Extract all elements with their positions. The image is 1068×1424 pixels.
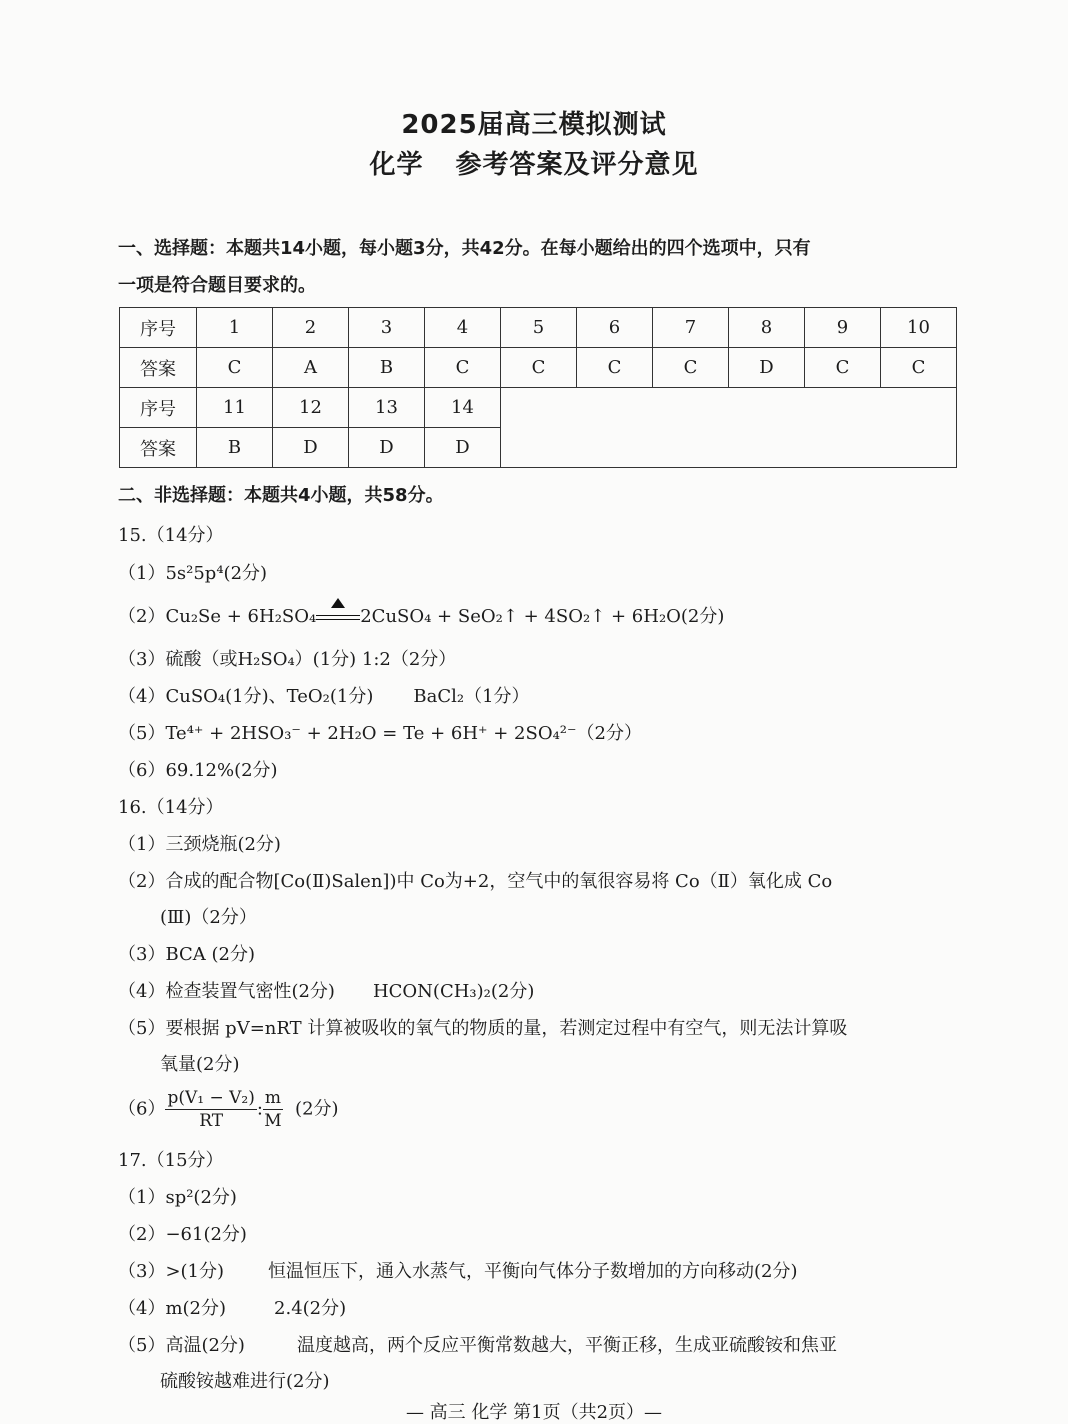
q15-part4-b: BaCl₂（1分） [413,686,530,707]
q16-part4-a: （4）检查装置气密性(2分) [118,981,335,1002]
table-cell: D [349,428,425,468]
q15-part4-a: （4）CuSO₄(1分)、TeO₂(1分) [118,686,374,707]
table-cell: C [577,348,653,388]
table-cell: C [653,348,729,388]
table-cell: D [425,428,501,468]
q17-part3-a: （3）>(1分) [118,1261,225,1282]
section1-intro-line1: 一、选择题：本题共14小题，每小题3分，共42分。在每小题给出的四个选项中，只有 [118,238,811,259]
table-cell: C [805,348,881,388]
heat-condition-icon [316,608,360,626]
section1-intro [118,230,968,304]
table-cell: 11 [197,388,273,428]
table-row-numbers-b [120,388,957,428]
q17-part1: （1）sp²(2分) [118,1187,237,1208]
q16-part6-label: （6） [118,1098,166,1120]
q17-part4-b: 2.4(2分) [274,1298,347,1319]
fraction-1 [165,1088,256,1131]
q16-heading: 16.（14分） [118,797,224,818]
ratio-colon: : [256,1098,263,1120]
fraction-1-denominator: RT [199,1111,224,1131]
q15-part4 [118,682,530,708]
q15-part3: （3）硫酸（或H₂SO₄）(1分) 1:2（2分） [118,649,457,670]
table-cell: C [197,348,273,388]
q15-part1: （1）5s²5p⁴(2分) [118,563,268,584]
table-cell: 10 [881,308,957,348]
equation-lhs: Cu₂Se + 6H₂SO₄ [165,606,317,627]
table-cell: 4 [425,308,501,348]
equation-rhs: 2CuSO₄ + SeO₂↑ + 4SO₂↑ + 6H₂O(2分) [360,606,725,627]
page-title: 2025届高三模拟测试 [401,110,667,140]
q16-part4 [118,977,534,1003]
q16-part3: （3）BCA (2分) [118,944,256,965]
q16-part4-b: HCON(CH₃)₂(2分) [372,981,535,1002]
table-cell: 13 [349,388,425,428]
table-cell: 2 [273,308,349,348]
q17-part3 [118,1257,798,1283]
subtitle-text: 参考答案及评分意见 [455,150,699,180]
q17-part5 [118,1331,837,1357]
table-cell: 14 [425,388,501,428]
q15-part2 [118,602,724,628]
fraction-2-denominator: M [264,1111,282,1131]
q17-part4-a: （4）m(2分) [118,1298,227,1319]
q15-part2-label: （2） [118,606,166,627]
fraction-2-numerator: m [264,1088,282,1108]
q15-part5: （5）Te⁴⁺ + 2HSO₃⁻ + 2H₂O = Te + 6H⁺ + 2SO₄²⁻（2分） [118,723,642,744]
section2-intro: 二、非选择题：本题共4小题，共58分。 [118,485,444,506]
table-cell: 12 [273,388,349,428]
table-cell: A [273,348,349,388]
row-label: 序号 [120,308,197,348]
table-cell: 9 [805,308,881,348]
q17-part5-line2: 硫酸铵越难进行(2分) [160,1371,330,1392]
q16-part1: （1）三颈烧瓶(2分) [118,834,281,855]
table-cell: B [349,348,425,388]
table-cell: C [881,348,957,388]
subject-label: 化学 [369,150,424,180]
row-label: 答案 [120,428,197,468]
q17-heading: 17.（15分） [118,1150,224,1171]
q16-part2-line2: (Ⅲ)（2分） [160,907,257,928]
fraction-1-numerator: p(V₁ − V₂) [167,1088,255,1108]
table-cell: D [273,428,349,468]
page-subtitle [0,144,1068,181]
table-cell: 7 [653,308,729,348]
fraction-2 [263,1088,283,1131]
table-cell: 8 [729,308,805,348]
table-cell: 1 [197,308,273,348]
q17-part5-b: 温度越高，两个反应平衡常数越大，平衡正移，生成亚硫酸铵和焦亚 [296,1335,837,1356]
table-cell: C [425,348,501,388]
q17-part2: （2）−61(2分) [118,1224,247,1245]
table-cell: 5 [501,308,577,348]
table-cell: C [501,348,577,388]
q16-part2-line1: （2）合成的配合物[Co(Ⅱ)Salen])中 Co为+2，空气中的氧很容易将 Co（Ⅱ）氧化成 Co [118,871,833,892]
q16-part5-line2: 氧量(2分) [160,1054,240,1075]
answer-table [119,307,957,468]
q15-heading: 15.（14分） [118,525,224,546]
table-cell: 6 [577,308,653,348]
table-row-answers-a [120,348,957,388]
q17-part3-b: 恒温恒压下，通入水蒸气，平衡向气体分子数增加的方向移动(2分) [268,1261,798,1282]
q16-part6 [118,1088,339,1131]
table-row-numbers-a [120,308,957,348]
table-blank-cell [501,428,957,468]
table-blank-cell [501,388,957,428]
row-label: 答案 [120,348,197,388]
q17-part5-a: （5）高温(2分) [118,1335,245,1356]
table-cell: D [729,348,805,388]
q16-part5-line1: （5）要根据 pV=nRT 计算被吸收的氧气的物质的量，若测定过程中有空气，则无法计算吸 [118,1018,848,1039]
q17-part4 [118,1294,346,1320]
q16-part6-score: (2分) [295,1098,339,1120]
table-cell: B [197,428,273,468]
row-label: 序号 [120,388,197,428]
table-cell: 3 [349,308,425,348]
table-row-answers-b [120,428,957,468]
section1-intro-line2: 一项是符合题目要求的。 [118,275,316,296]
page-footer: — 高三 化学 第1页（共2页）— [405,1402,663,1423]
q15-part6: （6）69.12%(2分) [118,760,278,781]
